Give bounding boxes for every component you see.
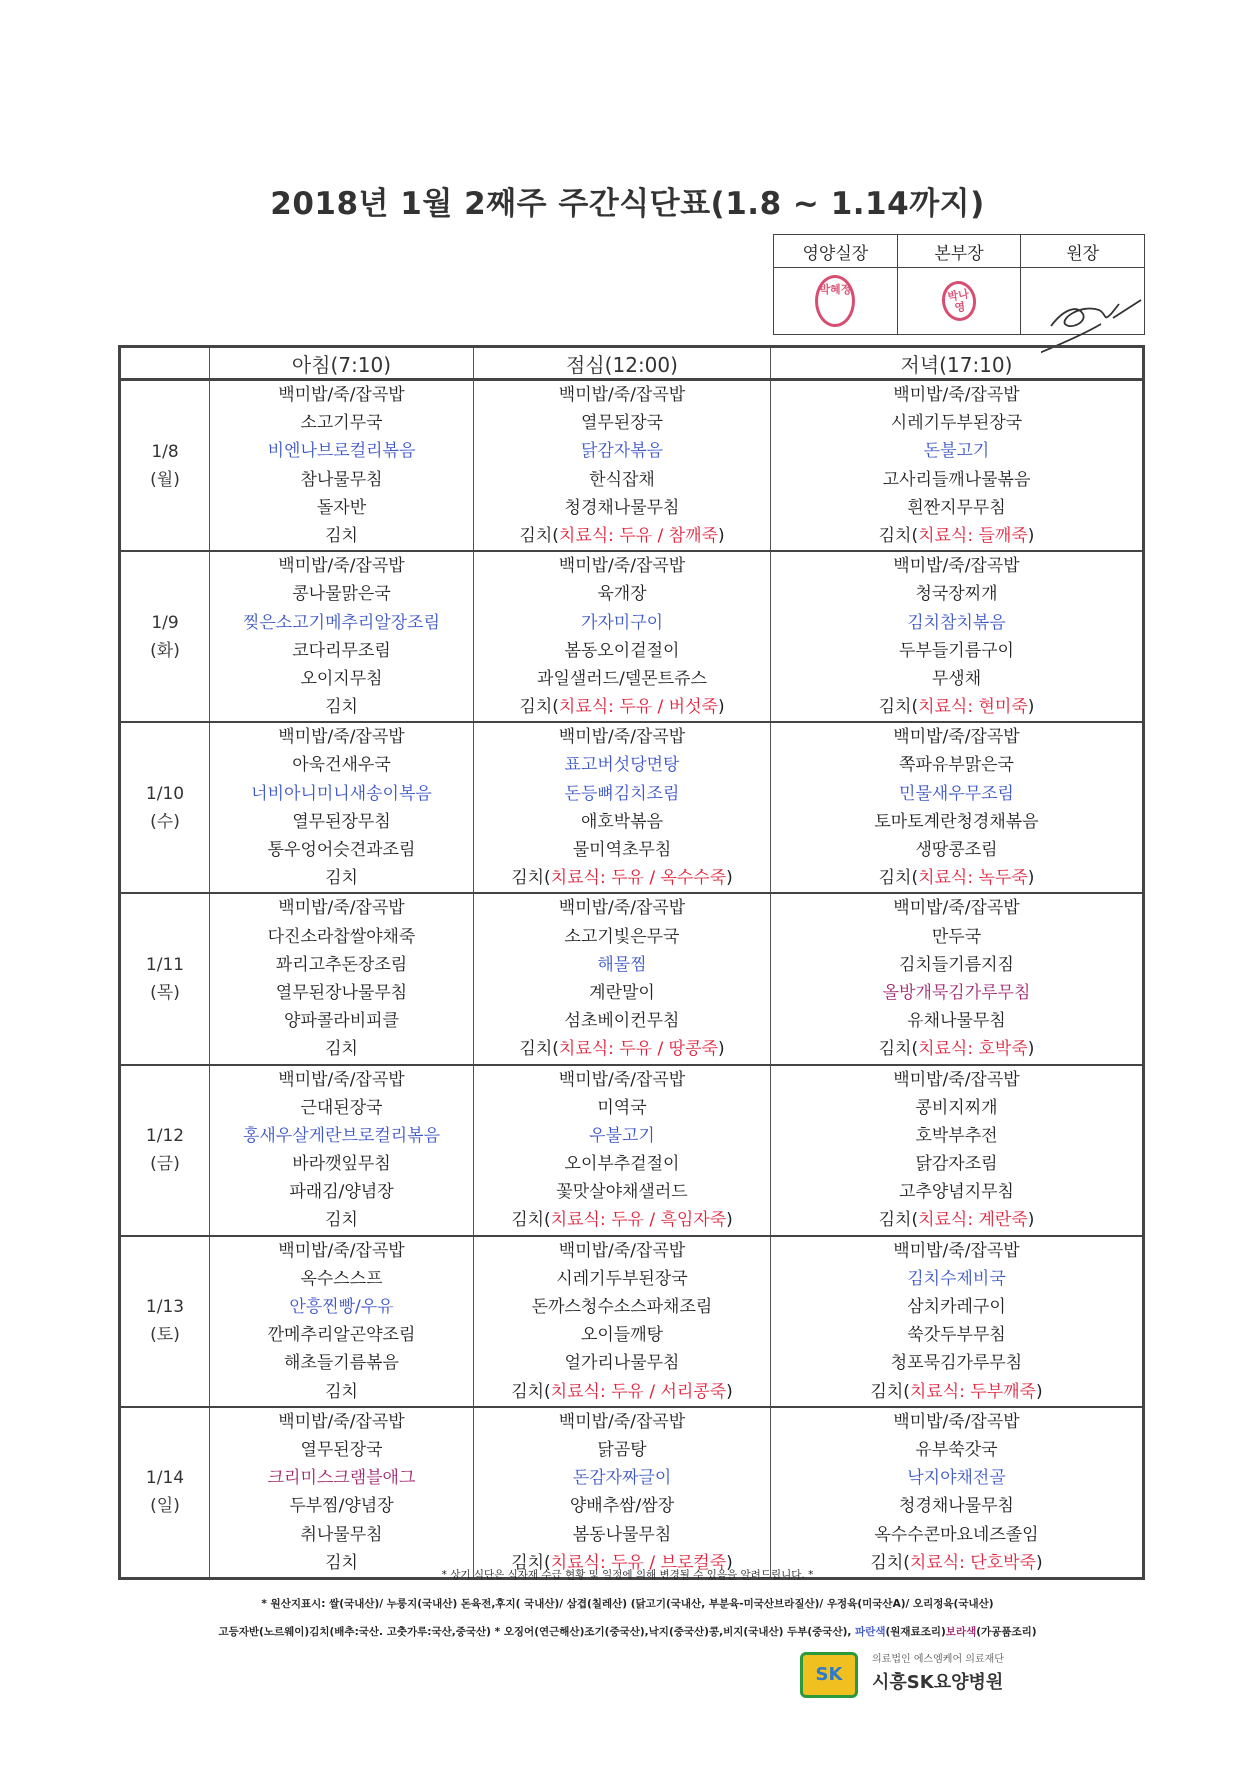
day-row xyxy=(120,551,1144,722)
kimchi-label: 김치( xyxy=(870,1381,910,1402)
lunch-kimchi-line xyxy=(474,1206,770,1234)
day-label-cell xyxy=(120,722,210,893)
day-row xyxy=(120,380,1144,552)
kimchi-label: 김치( xyxy=(878,868,919,889)
lunch-dish: 한식잡채 xyxy=(589,469,655,490)
kimchi-close: ) xyxy=(1027,525,1035,546)
breakfast-dish: 김치 xyxy=(325,525,358,546)
kimchi-label: 김치( xyxy=(511,868,551,889)
lunch-dish: 표고버섯당면탕 xyxy=(564,755,680,776)
menu-table xyxy=(118,345,1145,1580)
lunch-dish: 소고기빛은무국 xyxy=(564,926,680,947)
logo-mark-icon: SK xyxy=(800,1652,858,1698)
breakfast-dish: 백미밥/죽/잡곡밥 xyxy=(278,556,405,577)
dinner-dish: 토마토계란청경채볶음 xyxy=(874,811,1039,832)
breakfast-cell xyxy=(210,551,474,722)
kimchi-close: ) xyxy=(726,1552,733,1573)
breakfast-cell xyxy=(210,1407,474,1579)
lunch-kimchi-line xyxy=(474,1035,770,1063)
origin-note-text: * 원산지표시: 쌀(국내산)/ 누룽지(국내산) 돈육전,후지( 국내산)/ 삼겹(칠레산) (닭고기(국내산, 부분육-미국산브라질산)/ 우정육(미국산A)/ 오리정육(국내산) xyxy=(261,1598,994,1610)
breakfast-dish: 김치 xyxy=(325,1039,358,1060)
dinner-dish: 유부쑥갓국 xyxy=(915,1439,998,1460)
kimchi-close: ) xyxy=(717,697,725,718)
seal-stamp-icon: 박혜정 xyxy=(815,275,855,327)
day-row xyxy=(120,893,1144,1064)
therapeutic-diet-text: 치료식: 두유 / 흑임자죽 xyxy=(550,1210,727,1231)
day-date: 1/11 xyxy=(145,954,185,975)
kimchi-close: ) xyxy=(717,525,725,546)
therapeutic-diet-text: 치료식: 녹두죽 xyxy=(918,868,1028,889)
lunch-dish: 봄동나물무침 xyxy=(572,1524,672,1545)
kimchi-label: 김치( xyxy=(878,1210,919,1231)
breakfast-dish: 아욱건새우국 xyxy=(292,755,391,776)
day-weekday: (월) xyxy=(150,469,180,490)
lunch-dish: 닭감자볶음 xyxy=(580,441,664,462)
dinner-kimchi-line xyxy=(771,522,1142,550)
day-row xyxy=(120,1065,1144,1236)
breakfast-dish: 돌자반 xyxy=(316,497,367,518)
dinner-dish: 청포묵김가루무침 xyxy=(890,1353,1023,1374)
kimchi-close: ) xyxy=(717,1039,725,1060)
breakfast-dish: 다진소라찹쌀야채죽 xyxy=(267,926,416,947)
breakfast-dish: 코다리무조림 xyxy=(292,640,391,661)
lunch-dish: 양배추쌈/쌈장 xyxy=(569,1496,675,1517)
approval-stamp-cell-1 xyxy=(774,268,898,335)
kimchi-label: 김치( xyxy=(519,525,559,546)
lunch-dish: 봄동오이겉절이 xyxy=(564,640,680,661)
breakfast-dish: 백미밥/죽/잡곡밥 xyxy=(278,898,405,919)
lunch-cell xyxy=(474,1065,771,1236)
dinner-dish: 백미밥/죽/잡곡밥 xyxy=(893,898,1020,919)
dinner-dish: 백미밥/죽/잡곡밥 xyxy=(893,727,1020,748)
breakfast-dish: 크리미스크램블애그 xyxy=(267,1468,416,1489)
day-label-cell xyxy=(120,1236,210,1407)
day-row xyxy=(120,1236,1144,1407)
kimchi-close: ) xyxy=(726,868,733,889)
lunch-dish: 해물찜 xyxy=(597,954,647,975)
breakfast-dish: 열무된장나물무침 xyxy=(275,982,408,1003)
day-weekday: (목) xyxy=(150,982,180,1003)
dinner-cell xyxy=(771,722,1144,893)
breakfast-dish: 해초들기름볶음 xyxy=(284,1353,399,1374)
breakfast-dish: 김치 xyxy=(325,1381,358,1402)
day-weekday: (토) xyxy=(150,1325,180,1346)
breakfast-cell xyxy=(210,1236,474,1407)
therapeutic-diet-text: 치료식: 두유 / 브로컬죽 xyxy=(550,1552,727,1573)
kimchi-close: ) xyxy=(1035,1381,1043,1402)
kimchi-close: ) xyxy=(1027,1210,1035,1231)
breakfast-dish: 김치 xyxy=(325,697,358,718)
dinner-dish: 고추양념지무침 xyxy=(899,1182,1014,1203)
breakfast-dish: 옥수스스프 xyxy=(300,1268,383,1289)
lunch-dish: 백미밥/죽/잡곡밥 xyxy=(558,385,686,405)
breakfast-dish: 파래김/양념장 xyxy=(289,1182,394,1203)
breakfast-dish: 백미밥/죽/잡곡밥 xyxy=(278,727,405,748)
lunch-dish: 닭곰탕 xyxy=(597,1439,647,1460)
legend-blue-desc: (원재료조리) xyxy=(885,1626,946,1638)
dinner-dish: 백미밥/죽/잡곡밥 xyxy=(893,556,1020,577)
lunch-dish: 청경채나물무침 xyxy=(564,497,680,518)
approval-header-nutrition: 영양실장 xyxy=(774,235,898,268)
kimchi-label: 김치( xyxy=(519,697,559,718)
logo-subtitle: 의료법인 에스엠케어 의료재단 xyxy=(872,1654,1004,1665)
breakfast-dish: 백미밥/죽/잡곡밥 xyxy=(278,385,405,405)
kimchi-close: ) xyxy=(1027,1039,1035,1060)
kimchi-close: ) xyxy=(726,1210,733,1231)
dinner-dish: 유채나물무침 xyxy=(907,1011,1006,1032)
lunch-cell xyxy=(474,380,771,552)
dinner-dish: 민물새우무조림 xyxy=(899,783,1014,804)
breakfast-dish: 찢은소고기메추리알장조림 xyxy=(242,612,441,633)
breakfast-dish: 소고기무국 xyxy=(300,413,383,434)
breakfast-dish: 참나물무침 xyxy=(300,469,383,490)
header-dinner: 저녁(17:10) xyxy=(771,347,1144,380)
approval-signature-cell xyxy=(1021,268,1145,335)
therapeutic-diet-text: 치료식: 두유 / 땅콩죽 xyxy=(558,1039,718,1060)
day-label-cell xyxy=(120,893,210,1064)
therapeutic-diet-text: 치료식: 단호박죽 xyxy=(909,1552,1036,1573)
breakfast-dish: 오이지무침 xyxy=(300,668,383,689)
dinner-dish: 생땅콩조림 xyxy=(915,840,998,860)
lunch-dish: 백미밥/죽/잡곡밥 xyxy=(558,898,686,919)
lunch-kimchi-line xyxy=(474,693,770,721)
day-date: 1/12 xyxy=(145,1126,185,1147)
breakfast-dish: 김치 xyxy=(325,1210,358,1231)
lunch-dish: 섬초베이컨무침 xyxy=(564,1011,680,1032)
lunch-dish: 우불고기 xyxy=(589,1125,655,1146)
breakfast-dish: 꽈리고추돈장조림 xyxy=(275,954,408,975)
day-date: 1/10 xyxy=(145,783,185,804)
lunch-dish: 물미역초무침 xyxy=(572,840,672,860)
therapeutic-diet-text: 치료식: 호박죽 xyxy=(918,1039,1028,1060)
dinner-dish: 청경채나물무침 xyxy=(899,1496,1014,1517)
legend-purple-label: 보라색 xyxy=(945,1626,977,1638)
dinner-dish: 콩비지찌개 xyxy=(915,1097,998,1118)
dinner-dish: 고사리들깨나물볶음 xyxy=(882,469,1031,490)
dinner-dish: 백미밥/죽/잡곡밥 xyxy=(893,1240,1020,1261)
kimchi-close: ) xyxy=(1027,697,1035,718)
kimchi-label: 김치( xyxy=(870,1552,910,1573)
kimchi-close: ) xyxy=(1027,868,1035,889)
therapeutic-diet-text: 치료식: 두유 / 버섯죽 xyxy=(558,697,718,718)
breakfast-cell xyxy=(210,380,474,552)
lunch-cell xyxy=(474,722,771,893)
breakfast-cell xyxy=(210,1065,474,1236)
kimchi-label: 김치( xyxy=(511,1552,551,1573)
header-empty xyxy=(120,347,210,380)
day-weekday: (화) xyxy=(150,640,180,661)
breakfast-cell xyxy=(210,722,474,893)
dinner-kimchi-line xyxy=(771,1206,1142,1234)
dinner-cell xyxy=(771,893,1144,1064)
dinner-cell xyxy=(771,551,1144,722)
page-title: 2018년 1월 2째주 주간식단표(1.8 ~ 1.14까지) xyxy=(270,186,985,222)
day-date: 1/13 xyxy=(145,1297,185,1318)
dinner-dish: 옥수수콘마요네즈졸임 xyxy=(874,1524,1039,1545)
legend-blue-label: 파란색 xyxy=(855,1626,886,1638)
lunch-dish: 백미밥/죽/잡곡밥 xyxy=(558,556,686,577)
lunch-dish: 오이부추겉절이 xyxy=(564,1154,680,1175)
day-label-cell xyxy=(120,551,210,722)
lunch-dish: 시레기두부된장국 xyxy=(556,1268,688,1289)
therapeutic-diet-text: 치료식: 현미죽 xyxy=(918,697,1028,718)
breakfast-dish: 열무된장국 xyxy=(300,1439,383,1460)
day-weekday: (일) xyxy=(150,1496,180,1517)
breakfast-dish: 콩나물맑은국 xyxy=(292,584,391,605)
signature-icon xyxy=(1041,274,1151,354)
breakfast-dish: 백미밥/죽/잡곡밥 xyxy=(278,1240,405,1261)
dinner-dish: 삼치카레구이 xyxy=(907,1297,1006,1317)
day-row xyxy=(120,722,1144,893)
logo-name: 시흥SK요양병원 xyxy=(872,1672,1004,1693)
breakfast-dish: 홍새우살게란브로컬리볶음 xyxy=(242,1125,441,1146)
day-label-cell xyxy=(120,1407,210,1579)
lunch-dish: 애호박볶음 xyxy=(580,811,664,832)
dinner-cell xyxy=(771,1065,1144,1236)
lunch-cell xyxy=(474,1407,771,1579)
dinner-dish: 닭감자조림 xyxy=(915,1154,998,1175)
kimchi-label: 김치( xyxy=(878,1039,919,1060)
day-label-cell xyxy=(120,1065,210,1236)
day-weekday: (수) xyxy=(150,811,180,832)
dinner-dish: 청국장찌개 xyxy=(915,584,998,605)
dinner-dish: 쪽파유부맑은국 xyxy=(899,755,1014,776)
dinner-dish: 돈불고기 xyxy=(923,441,990,462)
lunch-dish: 돈까스청수소스파채조림 xyxy=(531,1297,713,1317)
breakfast-dish: 백미밥/죽/잡곡밥 xyxy=(278,1069,405,1090)
breakfast-dish: 양파콜라비피클 xyxy=(284,1011,399,1032)
breakfast-dish: 바라깻잎무침 xyxy=(292,1154,391,1175)
day-weekday: (금) xyxy=(150,1154,180,1175)
approval-header-director: 본부장 xyxy=(897,235,1021,268)
kimchi-label: 김치( xyxy=(519,1039,559,1060)
lunch-kimchi-line xyxy=(474,522,770,550)
lunch-dish: 얼가리나물무침 xyxy=(564,1353,680,1374)
origin-note-text-a: 고등자반(노르웨이)김치(배추:국산. 고춧가루:국산,중국산) * 오징어(연근해산)조기(중국산),낙지(중국산)콩,비지(국내산) 두부(중국산), xyxy=(218,1626,856,1638)
dinner-dish: 백미밥/죽/잡곡밥 xyxy=(893,1411,1020,1432)
lunch-cell xyxy=(474,893,771,1064)
breakfast-dish: 김치 xyxy=(325,1552,358,1573)
day-label-cell xyxy=(120,380,210,552)
lunch-dish: 미역국 xyxy=(597,1097,647,1118)
therapeutic-diet-text: 치료식: 들깨죽 xyxy=(918,525,1028,546)
day-row xyxy=(120,1407,1144,1579)
breakfast-dish: 통우엉어슷견과조림 xyxy=(267,840,416,860)
breakfast-dish: 백미밥/죽/잡곡밥 xyxy=(278,1411,405,1432)
lunch-dish: 꽃맛살야채샐러드 xyxy=(556,1182,688,1203)
dinner-dish: 김치수제비국 xyxy=(907,1268,1006,1289)
kimchi-label: 김치( xyxy=(878,525,919,546)
dinner-dish: 쑥갓두부무침 xyxy=(907,1325,1006,1346)
dinner-dish: 두부들기름구이 xyxy=(899,640,1014,661)
dinner-dish: 백미밥/죽/잡곡밥 xyxy=(893,385,1020,405)
dinner-kimchi-line xyxy=(771,693,1142,721)
therapeutic-diet-text: 치료식: 두유 / 옥수수죽 xyxy=(550,868,727,889)
lunch-dish: 오이들깨탕 xyxy=(580,1325,664,1346)
day-date: 1/9 xyxy=(151,612,179,633)
dinner-dish: 무생채 xyxy=(931,668,982,689)
therapeutic-diet-text: 치료식: 두부깨죽 xyxy=(909,1381,1036,1402)
kimchi-close: ) xyxy=(726,1381,733,1402)
header-lunch: 점심(12:00) xyxy=(474,347,771,380)
day-date: 1/8 xyxy=(151,441,179,462)
breakfast-dish: 근대된장국 xyxy=(300,1097,383,1118)
lunch-dish: 돈등뼈김치조림 xyxy=(564,783,680,804)
lunch-cell xyxy=(474,1236,771,1407)
therapeutic-diet-text: 치료식: 두유 / 참깨죽 xyxy=(558,525,718,546)
lunch-kimchi-line xyxy=(474,864,770,892)
breakfast-dish: 안흥찐빵/우유 xyxy=(289,1297,394,1317)
breakfast-dish: 깐메추리알곤약조림 xyxy=(267,1325,416,1346)
dinner-dish: 시레기두부된장국 xyxy=(890,413,1023,434)
breakfast-cell xyxy=(210,893,474,1064)
lunch-dish: 백미밥/죽/잡곡밥 xyxy=(558,1411,686,1432)
dinner-dish: 김치참치볶음 xyxy=(907,612,1006,633)
lunch-dish: 돈감자짜글이 xyxy=(572,1468,672,1489)
kimchi-label: 김치( xyxy=(511,1210,551,1231)
dinner-dish: 올방개묵김가루무침 xyxy=(882,982,1031,1003)
day-date: 1/14 xyxy=(145,1468,185,1489)
origin-note-line-2 xyxy=(0,1624,1255,1639)
lunch-dish: 가자미구이 xyxy=(580,612,664,633)
dinner-dish: 김치들기름지짐 xyxy=(899,954,1014,975)
lunch-dish: 백미밥/죽/잡곡밥 xyxy=(558,1240,686,1261)
dinner-cell xyxy=(771,380,1144,552)
approval-stamp-cell-2 xyxy=(897,268,1021,335)
dinner-dish: 흰짠지무무침 xyxy=(907,497,1006,518)
lunch-dish: 계란말이 xyxy=(589,982,655,1003)
breakfast-dish: 비엔나브로컬리볶음 xyxy=(267,441,416,462)
kimchi-close: ) xyxy=(1035,1552,1043,1573)
breakfast-dish: 두부찜/양념장 xyxy=(289,1496,394,1517)
header-breakfast: 아침(7:10) xyxy=(210,347,474,380)
dinner-kimchi-line xyxy=(771,1378,1142,1406)
lunch-dish: 과일샐러드/델몬트쥬스 xyxy=(537,668,707,689)
dinner-dish: 낙지야채전골 xyxy=(907,1468,1006,1489)
dinner-dish: 만두국 xyxy=(931,926,982,947)
breakfast-dish: 김치 xyxy=(325,868,358,889)
approval-box xyxy=(773,234,1145,335)
notice-line: * 상기 식단은 식자재 수급 현황 및 일정에 의해 변경될 수 있음을 알려드립니다. * xyxy=(441,1569,814,1581)
lunch-dish: 육개장 xyxy=(597,584,647,605)
approval-header-head: 원장 xyxy=(1021,235,1145,268)
lunch-cell xyxy=(474,551,771,722)
breakfast-dish: 열무된장무침 xyxy=(292,811,391,832)
dinner-cell xyxy=(771,1236,1144,1407)
dinner-cell xyxy=(771,1407,1144,1579)
dinner-kimchi-line xyxy=(771,1035,1142,1063)
lunch-kimchi-line xyxy=(474,1378,770,1406)
kimchi-label: 김치( xyxy=(878,697,919,718)
therapeutic-diet-text: 치료식: 계란죽 xyxy=(918,1210,1028,1231)
origin-note-line xyxy=(0,1596,1255,1611)
dinner-kimchi-line xyxy=(771,864,1142,892)
legend-purple-desc: (가공품조리) xyxy=(976,1626,1037,1638)
lunch-dish: 백미밥/죽/잡곡밥 xyxy=(558,727,686,748)
dinner-dish: 호박부추전 xyxy=(915,1125,998,1146)
breakfast-dish: 취나물무침 xyxy=(300,1524,383,1545)
therapeutic-diet-text: 치료식: 두유 / 서리콩죽 xyxy=(550,1381,727,1402)
seal-stamp-icon: 박나영 xyxy=(939,279,978,323)
lunch-dish: 백미밥/죽/잡곡밥 xyxy=(558,1069,686,1090)
kimchi-label: 김치( xyxy=(511,1381,551,1402)
breakfast-dish: 너비아니미니새송이복음 xyxy=(251,783,432,804)
lunch-dish: 열무된장국 xyxy=(580,413,664,434)
dinner-dish: 백미밥/죽/잡곡밥 xyxy=(893,1069,1020,1090)
